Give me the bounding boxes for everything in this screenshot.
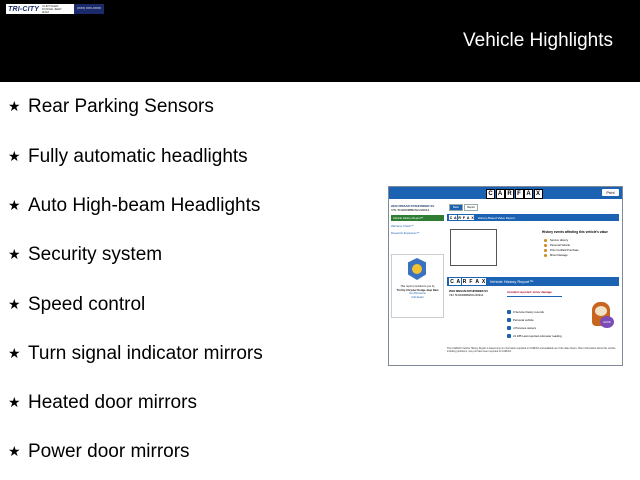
report-footnote: This CARFAX Vehicle History Report is based only on information supplied to CARFAX and available as of the date shown. Other information about this vehicle, including problems, may not have been reported to CARFAX. <box>447 347 617 354</box>
carfax-main <box>447 214 619 354</box>
history-item: Minor Damage <box>544 253 579 258</box>
carfax-fox-mascot-icon <box>592 302 616 332</box>
logo-text: TRI-CITY <box>8 5 40 13</box>
history-report-title: Vehicle History Report™ <box>489 279 534 284</box>
carfax-logo-letter: R <box>505 189 514 199</box>
carfax-logo-letter: X <box>534 189 543 199</box>
accident-summary: Accident reported: minor damage <box>507 290 569 297</box>
value-report-title: History-Based Value Report <box>477 215 515 220</box>
report-row: Personal vehicle <box>507 318 534 322</box>
feature-item <box>8 92 214 122</box>
dealer-badge-icon <box>408 258 426 280</box>
feature-label: Security system <box>28 244 163 265</box>
print-button[interactable]: Print <box>602 189 619 196</box>
feature-item <box>8 240 162 270</box>
history-report-bar <box>447 277 619 286</box>
warranty-link[interactable]: Warranty Check™ <box>391 224 414 228</box>
carfax-mini-logo: C A R F A X <box>449 215 474 220</box>
research-link[interactable]: Research Expansion™ <box>391 231 420 235</box>
feature-item <box>8 290 145 320</box>
history-title: History events affecting this vehicle's value <box>542 230 608 234</box>
value-report-bar <box>447 214 619 221</box>
feature-item <box>8 142 248 172</box>
star-icon: ★ <box>8 297 21 313</box>
good-value-badge: GOOD <box>600 316 614 328</box>
carfax-logo-letter: A <box>524 189 533 199</box>
feature-label: Rear Parking Sensors <box>28 96 214 117</box>
page-header <box>0 0 640 82</box>
odometer-icon <box>507 334 511 338</box>
feature-label: Fully automatic headlights <box>28 146 248 167</box>
report-row: 21,185 Last reported odometer reading <box>507 334 562 338</box>
carfax-logo-letter: A <box>496 189 505 199</box>
star-icon: ★ <box>8 149 21 165</box>
car-icon <box>507 318 511 322</box>
carfax-tabs <box>449 204 479 211</box>
history-list <box>544 238 579 258</box>
star-icon: ★ <box>8 198 21 214</box>
value-placeholder-box <box>450 229 497 266</box>
history-dot-icon <box>544 249 547 252</box>
history-dot-icon <box>544 244 547 247</box>
feature-label: Turn signal indicator mirrors <box>28 343 263 364</box>
people-icon <box>507 326 511 330</box>
carfax-mini-logo: C A R F A X <box>450 278 486 285</box>
feature-label: Power door mirrors <box>28 441 190 462</box>
vehicle-title: 2022 NISSAN PATHFINDER SV <box>391 204 435 208</box>
star-icon: ★ <box>8 247 21 263</box>
history-item: Prior Certified Purchase <box>544 248 579 253</box>
carfax-report-thumbnail[interactable] <box>388 186 623 366</box>
carfax-sidebar <box>391 204 444 235</box>
carfax-logo-letter: C <box>486 189 495 199</box>
carfax-logo-letter: F <box>515 189 524 199</box>
divider <box>507 296 562 297</box>
history-dot-icon <box>544 254 547 257</box>
feature-item <box>8 437 190 467</box>
star-icon: ★ <box>8 395 21 411</box>
feature-item <box>8 388 197 418</box>
logo-tagline: CHRYSLER DODGE JEEP RAM <box>42 4 62 14</box>
report-vehicle-info: 2022 NISSAN PATHFINDER SV VIN: 5N1DR3BB2NC220914 <box>449 290 488 297</box>
carfax-top-bar <box>389 187 622 199</box>
carfax-logo <box>486 189 543 197</box>
dealer-card <box>391 254 444 318</box>
history-dot-icon <box>544 239 547 242</box>
tab-report[interactable]: Report <box>464 204 478 211</box>
feature-item <box>8 191 260 221</box>
feature-label: Speed control <box>28 294 146 315</box>
star-icon: ★ <box>8 444 21 460</box>
feature-label: Heated door mirrors <box>28 392 197 413</box>
tab-basic[interactable]: Basic <box>449 204 463 211</box>
dealer-logo[interactable] <box>6 4 104 14</box>
history-report-button[interactable]: Vehicle History Report™ <box>391 215 444 221</box>
star-icon: ★ <box>8 99 21 115</box>
star-icon: ★ <box>8 346 21 362</box>
report-row: 9 Service history records <box>507 310 544 314</box>
wrench-icon <box>507 310 511 314</box>
report-row: 4 Previous owners <box>507 326 536 330</box>
feature-label: Auto High-beam Headlights <box>28 195 261 216</box>
logo-phone: (XXX) XXX-XXXX <box>74 4 104 14</box>
vehicle-vin: VIN: 5N1DR3BB2NC220914 <box>391 208 430 212</box>
page-title: Vehicle Highlights <box>463 30 613 51</box>
feature-item <box>8 339 263 369</box>
history-item: Personal Vehicle <box>544 243 579 248</box>
dealer-text: This report provided to you by Tri-City Chrysler Dodge Jeep Ram Get Directions Call dealer <box>396 285 439 299</box>
history-item: Service History <box>544 238 579 243</box>
